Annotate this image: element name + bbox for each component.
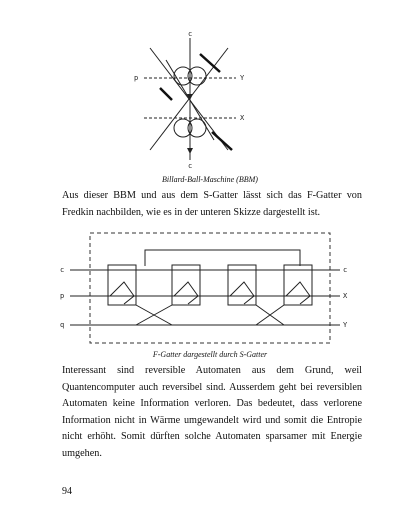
bbm-label-c-top: c xyxy=(188,30,193,38)
bbm-label-y: Y xyxy=(240,74,245,82)
f-gate-label-c-in: c xyxy=(60,266,65,274)
f-gate-label-c-out: c xyxy=(343,266,348,274)
page-number: 94 xyxy=(62,486,72,497)
f-gate-label-p-in: p xyxy=(60,292,65,300)
f-gate-label-x-out: X xyxy=(343,292,348,300)
s-gate-2-inner xyxy=(174,282,198,304)
s-gate-3-inner xyxy=(230,282,254,304)
f-gate-bypass-wire xyxy=(145,250,300,266)
f-gate-label-y-out: Y xyxy=(343,321,348,329)
s-gate-3 xyxy=(228,265,256,305)
bbm-caption: Billard-Ball-Maschine (BBM) xyxy=(162,175,258,184)
paragraph-2: Interessant sind reversible Automaten aus dem Grund, weil Quantencomputer auch reversibel sind. Ausserdem geht bei reversiblen Automaten keine Information verloren. Das bedeutet, dass verlorene Information nicht in Wärme umgewandelt wird und somit die Entropie nicht erhöht. Somit dürften solche Automaten sparsamer mit Energie umgehen. xyxy=(62,365,362,459)
f-gate-label-q-in: q xyxy=(60,321,65,329)
f-gate-caption: F-Gatter dargestellt durch S-Gatter xyxy=(152,350,268,359)
bbm-label-c-bottom: c xyxy=(188,162,193,170)
s-gate-4 xyxy=(284,265,312,305)
s-gate-2 xyxy=(172,265,200,305)
s-gate-1-inner xyxy=(110,282,134,304)
s-gate-4-inner xyxy=(286,282,310,304)
bbm-label-p: p xyxy=(134,74,139,82)
s-gate-1 xyxy=(108,265,136,305)
bbm-label-x: X xyxy=(240,114,245,122)
paragraph-1: Aus dieser BBM und aus dem S-Gatter lässt sich das F-Gatter von Fredkin nachbilden, wie es in der unteren Skizze dargestellt ist. xyxy=(62,190,362,218)
